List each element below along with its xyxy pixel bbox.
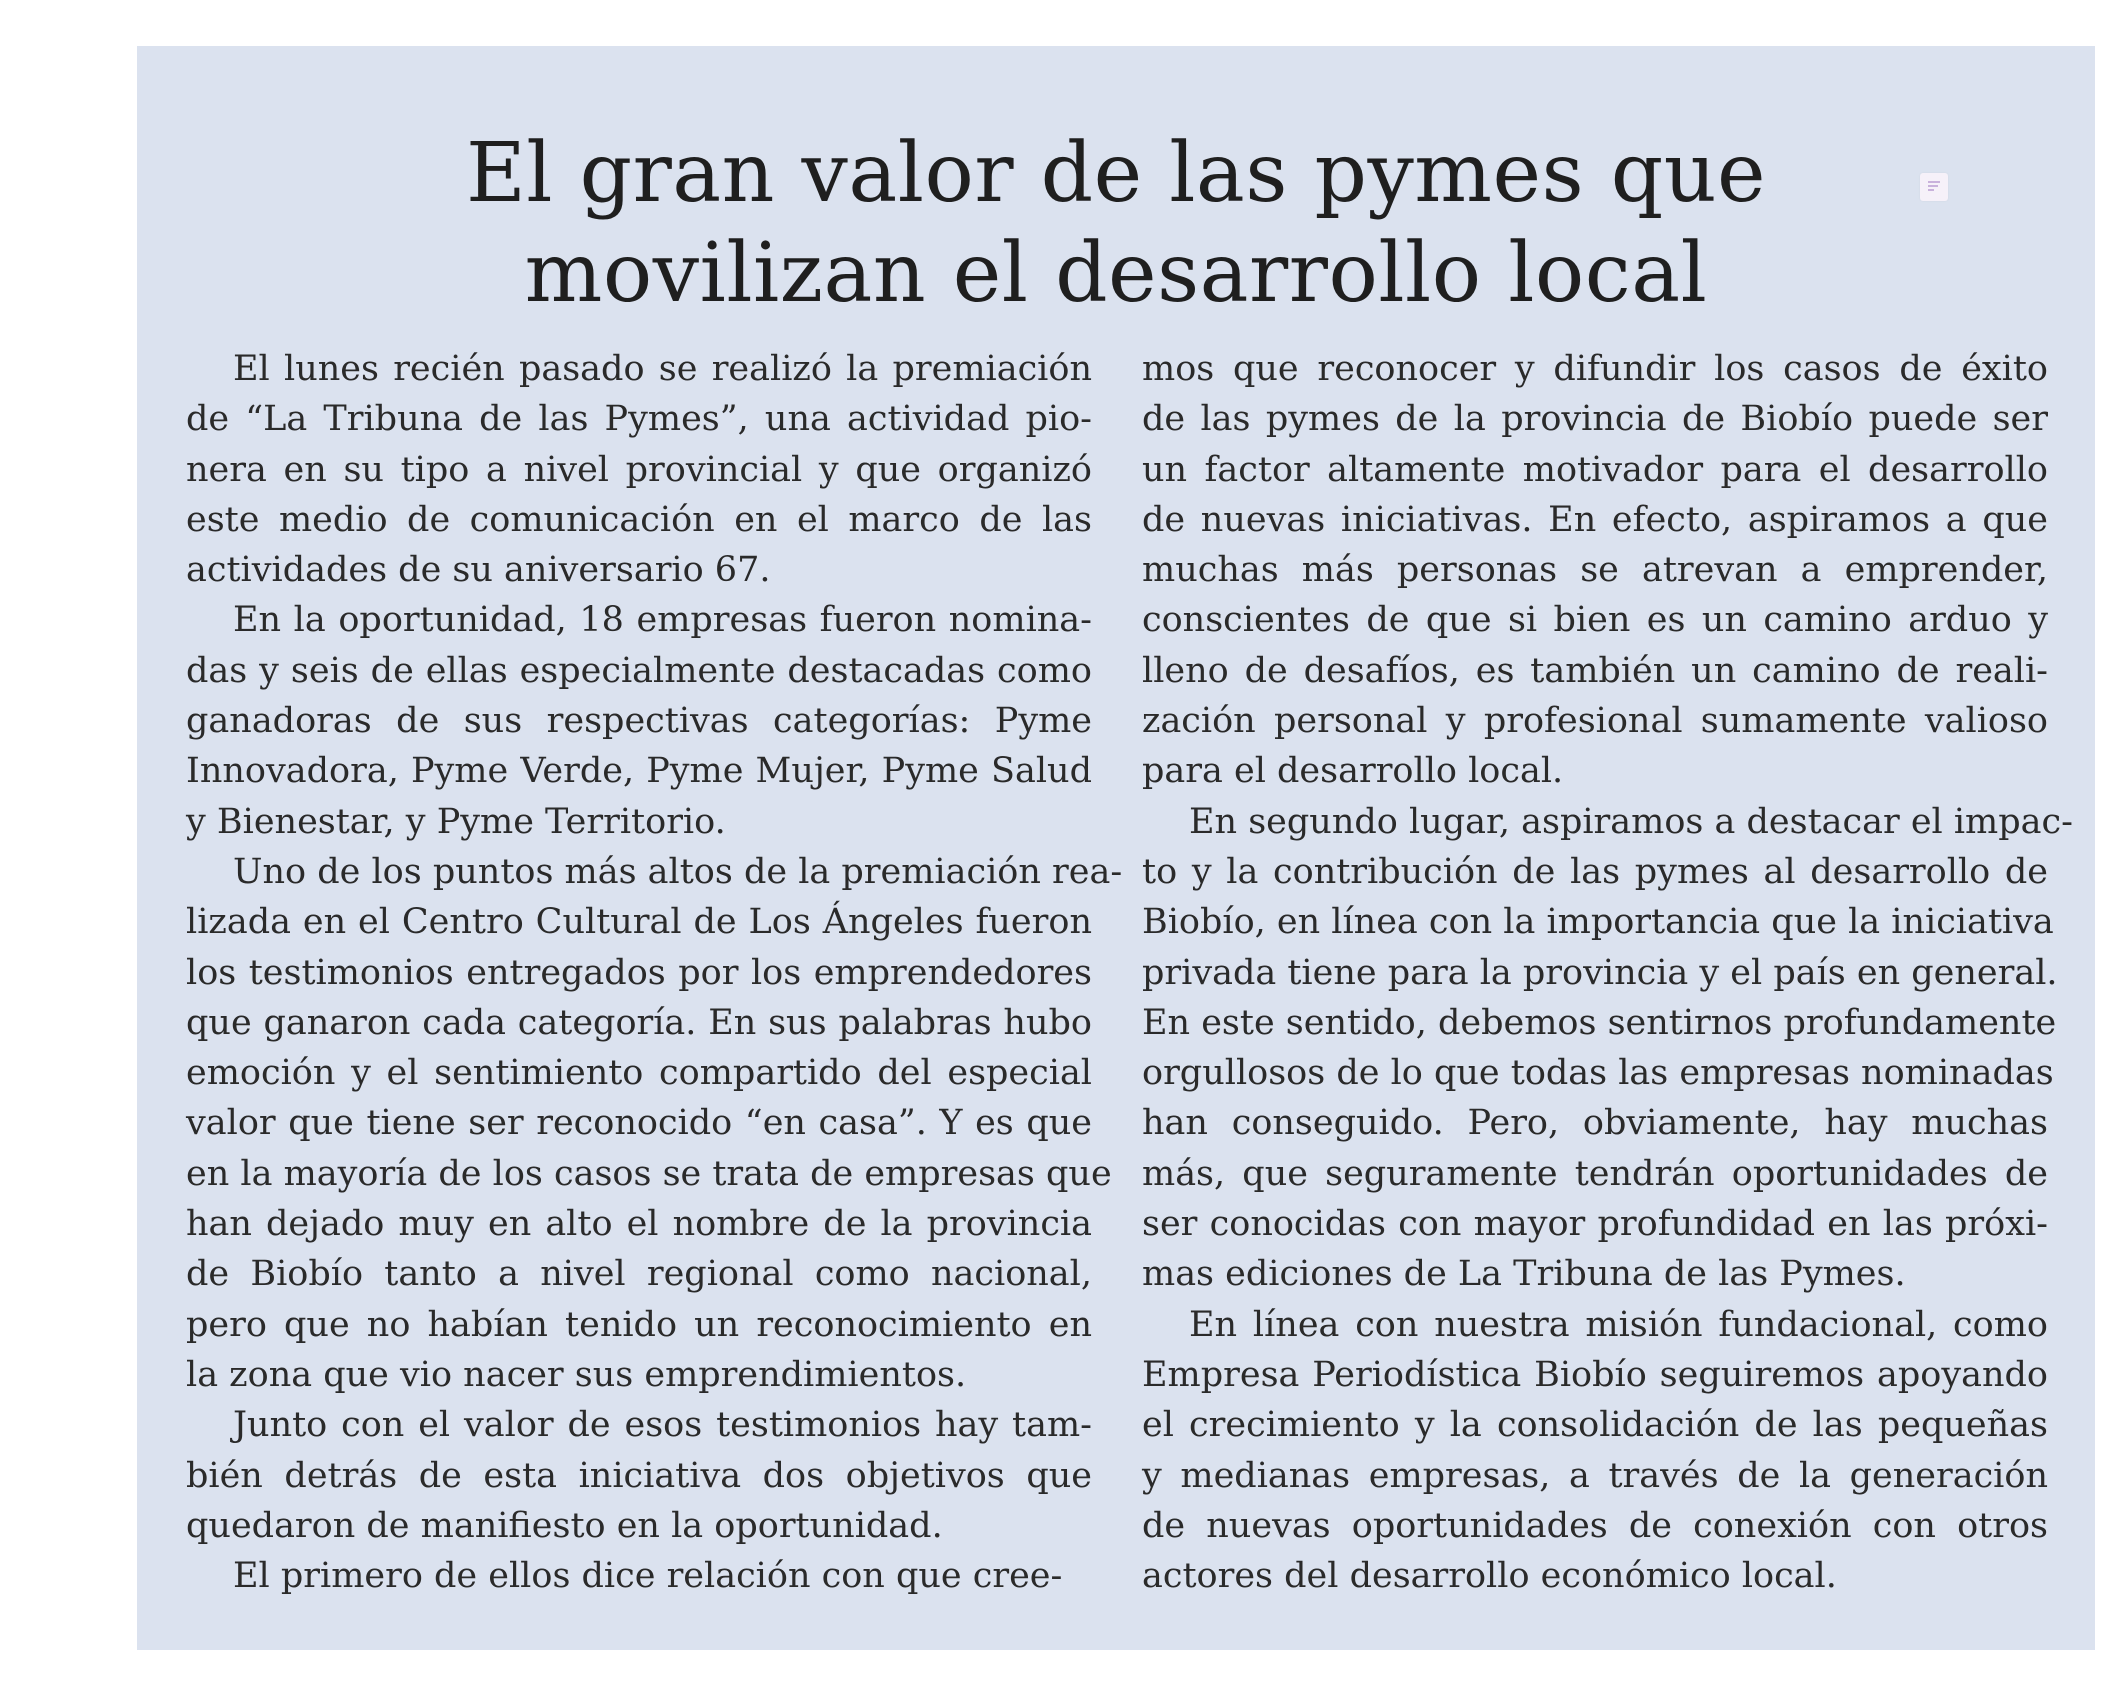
article-line: los testimonios entregados por los emprendedores (186, 952, 1092, 993)
article-paragraph (1142, 797, 2073, 1300)
article-line: mos que reconocer y difundir los casos de éxito (1142, 349, 2048, 389)
article-line: En línea con nuestra misión fundacional, como (1189, 1304, 2048, 1345)
article-line: de Biobío tanto a nivel regional como nacional, (186, 1254, 1092, 1295)
article-line: valor que tiene ser reconocido “en casa”. Y es que (186, 1103, 1092, 1144)
article-line: mas ediciones de La Tribuna de las Pymes. (1142, 1254, 1906, 1295)
article-line: un factor altamente motivador para el desarrollo (1142, 449, 2048, 490)
article-line: este medio de comunicación en el marco de las (186, 499, 1092, 540)
article-line: zación personal y profesional sumamente valioso (1142, 701, 2048, 742)
sticky-note-icon[interactable] (1920, 173, 1948, 201)
article-line: han conseguido. Pero, obviamente, hay muchas (1142, 1103, 2048, 1144)
article-paragraph (1142, 1300, 2048, 1602)
article-line: Empresa Periodística Biobío seguiremos apoyando (1142, 1354, 2048, 1395)
article-line: Junto con el valor de esos testimonios hay tam- (233, 1405, 1092, 1446)
article-line: quedaron de manifiesto en la oportunidad. (186, 1505, 943, 1546)
article-line: emoción y el sentimiento compartido del especial (186, 1053, 1092, 1094)
article-line: bién detrás de esta iniciativa dos objetivos que (186, 1455, 1092, 1496)
article-line: das y seis de ellas especialmente destacadas como (186, 650, 1092, 691)
article-title-line: El gran valor de las pymes que (465, 126, 1767, 221)
article-line: orgullosos de lo que todas las empresas nominadas (1142, 1053, 2054, 1094)
article-line: de nuevas iniciativas. En efecto, aspiramos a que (1142, 499, 2048, 540)
article-line: la zona que vio nacer sus emprendimientos. (186, 1354, 967, 1395)
article-line: en la mayoría de los casos se trata de empresas que (186, 1153, 1112, 1194)
article-line: de nuevas oportunidades de conexión con otros (1142, 1505, 2048, 1546)
article-line: actores del desarrollo económico local. (1142, 1556, 1837, 1597)
article-line: privada tiene para la provincia y el país en general. (1142, 952, 2058, 993)
article-line: para el desarrollo local. (1142, 751, 1564, 792)
article-line: muchas más personas se atrevan a emprender, (1142, 550, 2048, 591)
article-line: y medianas empresas, a través de la generación (1142, 1455, 2048, 1496)
article-line: el crecimiento y la consolidación de las pequeñas (1142, 1405, 2048, 1446)
article-title-line: movilizan el desarrollo local (524, 226, 1708, 321)
article-line: que ganaron cada categoría. En sus palabras hubo (186, 1002, 1092, 1043)
article-line: El primero de ellos dice relación con que cree- (233, 1556, 1063, 1597)
article-line: En este sentido, debemos sentirnos profundamente (1142, 1002, 2057, 1043)
article-line: El lunes recién pasado se realizó la premiación (233, 349, 1092, 389)
article-paragraph (186, 1400, 1092, 1551)
article-line: pero que no habían tenido un reconocimiento en (186, 1304, 1092, 1345)
article-line: En segundo lugar, aspiramos a destacar el impac- (1189, 801, 2073, 842)
article-line: nera en su tipo a nivel provincial y que organizó (186, 449, 1092, 490)
article-line: y Bienestar, y Pyme Territorio. (186, 801, 726, 842)
article-line: En la oportunidad, 18 empresas fueron nomina- (233, 600, 1092, 641)
article-line: han dejado muy en alto el nombre de la provincia (186, 1204, 1092, 1245)
article-line: ser conocidas con mayor profundidad en las próxi- (1142, 1204, 2048, 1245)
article-line: de las pymes de la provincia de Biobío puede ser (1142, 399, 2048, 440)
article-line: Innovadora, Pyme Verde, Pyme Mujer, Pyme Salud (186, 751, 1092, 792)
article-line: más, que seguramente tendrán oportunidades de (1142, 1153, 2048, 1194)
article-paragraph (186, 344, 1092, 595)
article-column-left (186, 344, 1123, 1601)
article-line: ganadoras de sus respectivas categorías: Pyme (186, 701, 1092, 742)
article-title (137, 124, 2095, 324)
article-paragraph (1142, 344, 2048, 797)
article-column-right (1142, 344, 2073, 1601)
article-paragraph (186, 1551, 1092, 1601)
article-paragraph (186, 847, 1123, 1400)
article-paragraph (186, 595, 1092, 846)
article-line: Uno de los puntos más altos de la premiación rea- (233, 851, 1123, 892)
article-line: actividades de su aniversario 67. (186, 550, 771, 591)
article-line: de “La Tribuna de las Pymes”, una actividad pio- (186, 399, 1092, 440)
article-line: lleno de desafíos, es también un camino de reali- (1142, 650, 2048, 691)
article-line: conscientes de que si bien es un camino arduo y (1142, 600, 2048, 641)
article-line: lizada en el Centro Cultural de Los Ángeles fueron (186, 902, 1092, 943)
article-line: to y la contribución de las pymes al desarrollo de (1142, 851, 2048, 892)
article-line: Biobío, en línea con la importancia que la iniciativa (1142, 902, 2054, 943)
